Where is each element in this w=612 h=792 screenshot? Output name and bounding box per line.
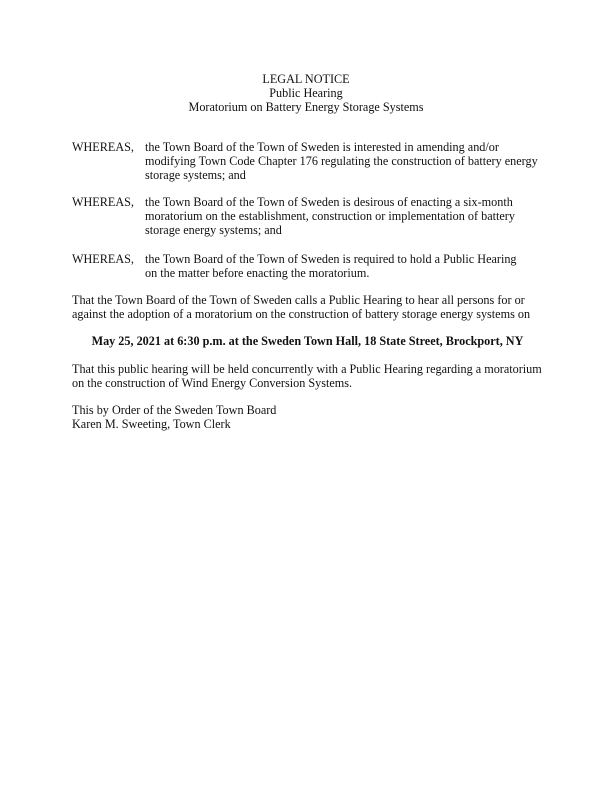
resolution-line: against the adoption of a moratorium on the construction of battery storage energy systems on [72,307,531,321]
clause-text [145,252,545,280]
notice-title: LEGAL NOTICE [262,72,350,86]
concurrent-paragraph [72,362,542,390]
notice-header [0,72,612,114]
clause-line: the Town Board of the Town of Sweden is desirous of enacting a six-month [145,195,513,209]
signature-block [72,403,542,431]
notice-topic: Moratorium on Battery Energy Storage Systems [188,100,424,114]
clause-line: the Town Board of the Town of Sweden is required to hold a Public Hearing [145,252,517,266]
clause-line: the Town Board of the Town of Sweden is interested in amending and/or [145,140,499,154]
clause-line: storage systems; and [145,168,246,182]
concurrent-line: That this public hearing will be held concurrently with a Public Hearing regarding a moratorium [72,362,542,376]
clause-line: storage energy systems; and [145,223,282,237]
resolution-line: That the Town Board of the Town of Sweden calls a Public Hearing to hear all persons for or [72,293,525,307]
order-statement: This by Order of the Sweden Town Board [72,403,277,417]
concurrent-line: on the construction of Wind Energy Conversion Systems. [72,376,353,390]
hearing-details: May 25, 2021 at 6:30 p.m. at the Sweden Town Hall, 18 State Street, Brockport, NY [91,334,524,348]
clause-line: modifying Town Code Chapter 176 regulating the construction of battery energy [145,154,538,168]
clause-text [145,140,545,182]
clause-label: WHEREAS, [72,140,134,154]
resolution-paragraph [72,293,542,321]
clause-text [145,195,545,237]
clause-line: on the matter before enacting the moratorium. [145,266,370,280]
clause-label: WHEREAS, [72,195,134,209]
clerk-name: Karen M. Sweeting, Town Clerk [72,417,231,431]
notice-subtitle: Public Hearing [269,86,343,100]
clause-label: WHEREAS, [72,252,134,266]
clause-line: moratorium on the establishment, construction or implementation of battery [145,209,515,223]
